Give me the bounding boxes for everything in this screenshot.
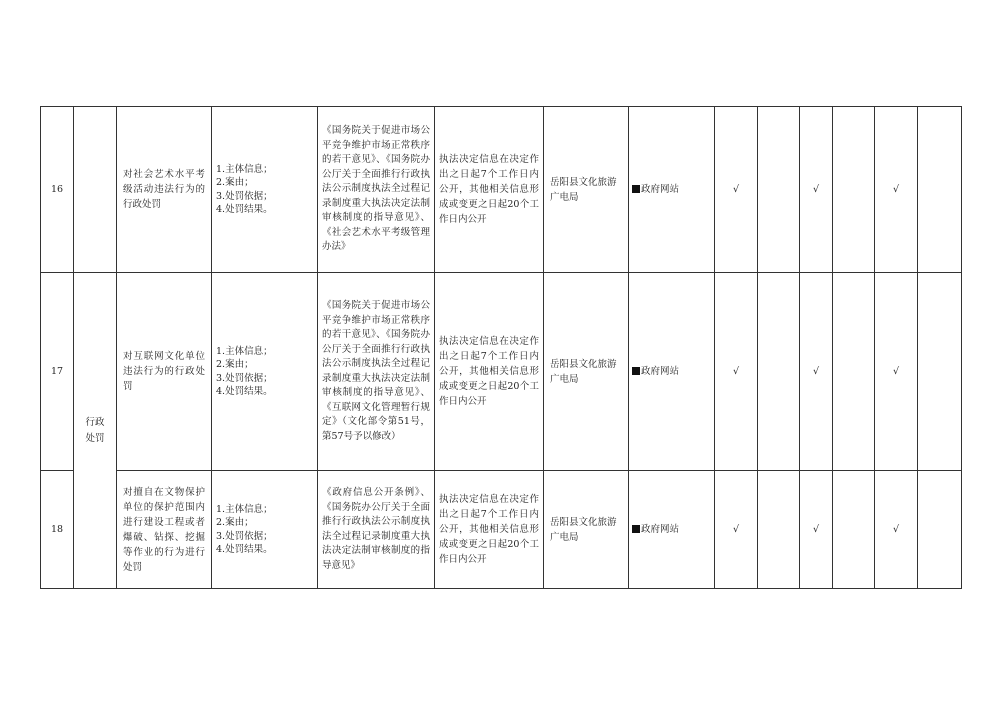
check-cell (918, 471, 962, 589)
channel-label: 政府网站 (641, 524, 680, 535)
legal-basis-text: 《政府信息公开条例》、《国务院办公厅关于全面推行行政执法公示制度执法全过程记录制度重大执法决定法制审核制度的指导意见》 (322, 487, 430, 571)
row-number-cell: 16 (41, 107, 74, 273)
content-line: 3.处罚依据； (216, 190, 273, 202)
check-cell (918, 107, 962, 273)
check-cell: √ (800, 471, 833, 589)
check-cell: √ (875, 471, 918, 589)
content-line: 1.主体信息； (216, 163, 273, 175)
check-cell (758, 273, 800, 471)
disclosure-table (40, 106, 962, 589)
check-cell: √ (715, 107, 758, 273)
channel-label: 政府网站 (641, 184, 680, 195)
content-line: 2.案由； (216, 177, 254, 188)
content-line: 2.案由； (216, 359, 254, 370)
check-cell (833, 273, 875, 471)
responsible-dept-cell: 岳阳县文化旅游广电局 (544, 107, 629, 273)
legal-basis-cell (318, 471, 435, 589)
content-line: 4.处罚结果。 (216, 544, 273, 555)
content-line: 2.案由； (216, 517, 254, 528)
channel-cell (629, 471, 715, 589)
check-cell: √ (800, 273, 833, 471)
check-cell: √ (875, 107, 918, 273)
channel-cell (629, 273, 715, 471)
category-cell (74, 273, 117, 589)
content-line: 4.处罚结果。 (216, 386, 273, 397)
row-number-cell: 17 (41, 273, 74, 471)
content-line: 4.处罚结果。 (216, 204, 273, 215)
check-cell: √ (715, 273, 758, 471)
disclosure-contents-cell (212, 471, 318, 589)
channel-label: 政府网站 (641, 366, 680, 377)
item-name-cell: 对擅自在文物保护单位的保护范围内进行建设工程或者爆破、钻探、挖掘等作业的行为进行处罚 (117, 471, 212, 589)
item-name-cell: 对互联网文化单位违法行为的行政处罚 (117, 273, 212, 471)
disclosure-time-cell: 执法决定信息在决定作出之日起7个工作日内公开，其他相关信息形成或变更之日起20个工作日内公开 (435, 107, 544, 273)
responsible-dept-cell: 岳阳县文化旅游广电局 (544, 273, 629, 471)
check-cell (918, 273, 962, 471)
row-number-cell: 18 (41, 471, 74, 589)
legal-basis-cell (318, 107, 435, 273)
disclosure-time-cell: 执法决定信息在决定作出之日起7个工作日内公开，其他相关信息形成或变更之日起20个工作日内公开 (435, 471, 544, 589)
check-cell: √ (715, 471, 758, 589)
category-label: 行政处罚 (85, 416, 105, 444)
item-name-cell: 对社会艺术水平考级活动违法行为的行政处罚 (117, 107, 212, 273)
category-cell-blank (74, 107, 117, 273)
channel-cell (629, 107, 715, 273)
content-line: 3.处罚依据； (216, 372, 273, 384)
responsible-dept-cell: 岳阳县文化旅游广电局 (544, 471, 629, 589)
table-row (41, 471, 962, 589)
filled-square-icon (632, 367, 640, 375)
check-cell (758, 471, 800, 589)
check-cell (833, 471, 875, 589)
check-cell (758, 107, 800, 273)
disclosure-time-cell: 执法决定信息在决定作出之日起7个工作日内公开，其他相关信息形成或变更之日起20个工作日内公开 (435, 273, 544, 471)
content-line: 1.主体信息； (216, 503, 273, 515)
table-row (41, 273, 962, 471)
check-cell: √ (875, 273, 918, 471)
legal-basis-text: 《国务院关于促进市场公平竞争维护市场正常秩序的若干意见》、《国务院办公厅关于全面推行行政执法公示制度执法全过程记录制度重大执法决定法制审核制度的指导意见》、《互联网文化管理暂行规定》（文化部令第51号，第57号予以修改） (322, 300, 430, 442)
content-line: 3.处罚依据； (216, 530, 273, 542)
check-cell (833, 107, 875, 273)
filled-square-icon (632, 185, 640, 193)
legal-basis-cell (318, 273, 435, 471)
table-row (41, 107, 962, 273)
check-cell: √ (800, 107, 833, 273)
disclosure-contents-cell (212, 273, 318, 471)
filled-square-icon (632, 525, 640, 533)
legal-basis-text: 《国务院关于促进市场公平竞争维护市场正常秩序的若干意见》、《国务院办公厅关于全面推行行政执法公示制度执法全过程记录制度重大执法决定法制审核制度的指导意见》、《社会艺术水平考级管理办法》 (322, 125, 430, 253)
content-line: 1.主体信息； (216, 345, 273, 357)
disclosure-contents-cell (212, 107, 318, 273)
